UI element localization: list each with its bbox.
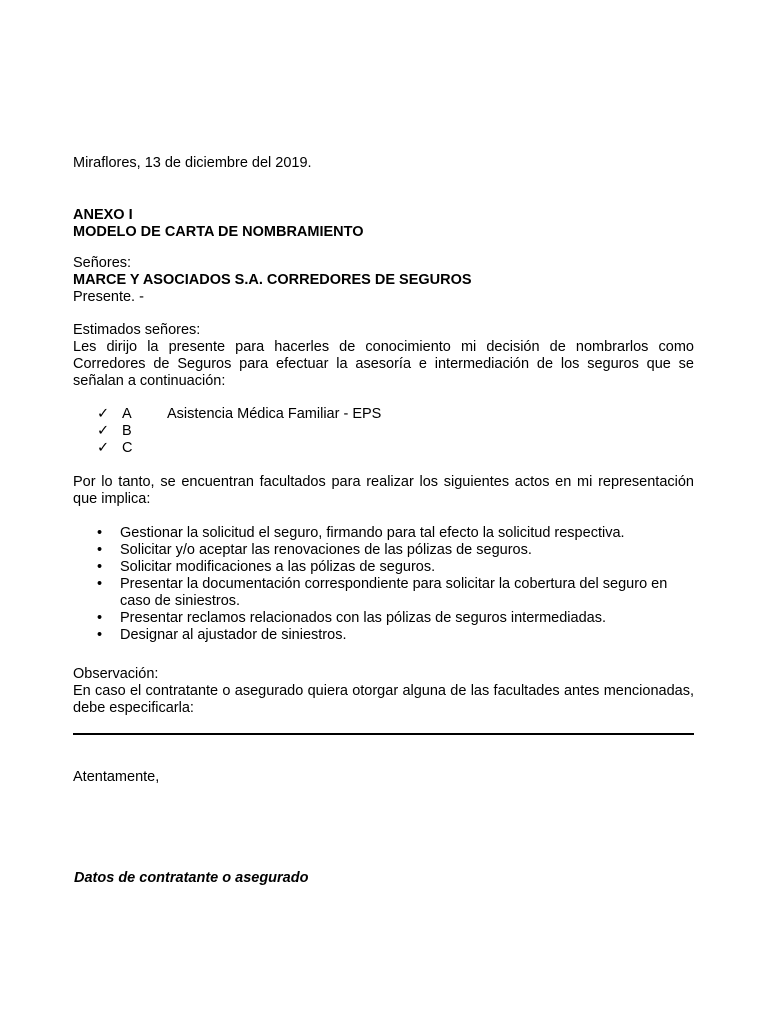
date-line: Miraflores, 13 de diciembre del 2019.: [73, 155, 312, 171]
insurance-checklist: [73, 406, 694, 457]
company-name: MARCE Y ASOCIADOS S.A. CORREDORES DE SEGUROS: [73, 272, 472, 288]
list-item: [73, 525, 694, 542]
closing: Atentamente,: [73, 769, 160, 785]
letter-heading: [73, 207, 364, 241]
list-item: [73, 610, 694, 627]
list-item-text: Gestionar la solicitud el seguro, firmando para tal efecto la solicitud respectiva.: [120, 525, 625, 541]
letter-page: [73, 0, 694, 1024]
list-item: [73, 559, 694, 576]
bullet-icon: •: [97, 627, 103, 643]
list-item: [73, 627, 694, 644]
checkmark-icon: ✓: [97, 406, 110, 422]
addressee-block: [73, 255, 472, 306]
list-item: [73, 542, 694, 559]
presente-line: Presente. -: [73, 289, 144, 305]
bullet-icon: •: [97, 610, 103, 626]
bullet-icon: •: [97, 525, 103, 541]
list-item: [73, 406, 694, 423]
bullet-icon: •: [97, 542, 103, 558]
intro-paragraph: Les dirijo la presente para hacerles de conocimiento mi decisión de nombrarlos como Corredores de Seguros para efectuar la asesoría e intermediación de los seguros que se señalan a continuación:: [73, 339, 694, 389]
salutation: Estimados señores:: [73, 322, 201, 338]
powers-list: [73, 525, 694, 644]
list-item: [73, 423, 694, 440]
list-item: [73, 440, 694, 457]
list-item-text: Presentar reclamos relacionados con las pólizas de seguros intermediadas.: [120, 610, 607, 626]
item-letter: C: [122, 440, 133, 456]
powers-paragraph: Por lo tanto, se encuentran facultados para realizar los siguientes actos en mi representación que implica:: [73, 474, 694, 507]
bullet-icon: •: [97, 559, 103, 575]
list-item-text: Designar al ajustador de siniestros.: [120, 627, 347, 643]
list-item: [73, 576, 694, 610]
intro-block: [73, 322, 694, 390]
checkmark-icon: ✓: [97, 423, 110, 439]
list-item-text: Presentar la documentación correspondiente para solicitar la cobertura del seguro en caso de siniestros.: [120, 576, 668, 609]
list-item-text: Solicitar y/o aceptar las renovaciones de las pólizas de seguros.: [120, 542, 532, 558]
annex-title: ANEXO I: [73, 207, 133, 223]
item-description: Asistencia Médica Familiar - EPS: [167, 406, 382, 422]
specification-line: [73, 733, 694, 735]
checkmark-icon: ✓: [97, 440, 110, 456]
observation-text: En caso el contratante o asegurado quiera otorgar alguna de las facultades antes mencionadas, debe especificarla:: [73, 683, 694, 716]
bullet-icon: •: [97, 576, 103, 592]
observation-block: [73, 666, 694, 717]
observation-label: Observación:: [73, 666, 159, 682]
item-letter: A: [122, 406, 132, 422]
list-item-text: Solicitar modificaciones a las pólizas de seguros.: [120, 559, 436, 575]
document-title: MODELO DE CARTA DE NOMBRAMIENTO: [73, 224, 364, 240]
signer-label: Datos de contratante o asegurado: [74, 870, 309, 886]
greeting: Señores:: [73, 255, 132, 271]
item-letter: B: [122, 423, 132, 439]
